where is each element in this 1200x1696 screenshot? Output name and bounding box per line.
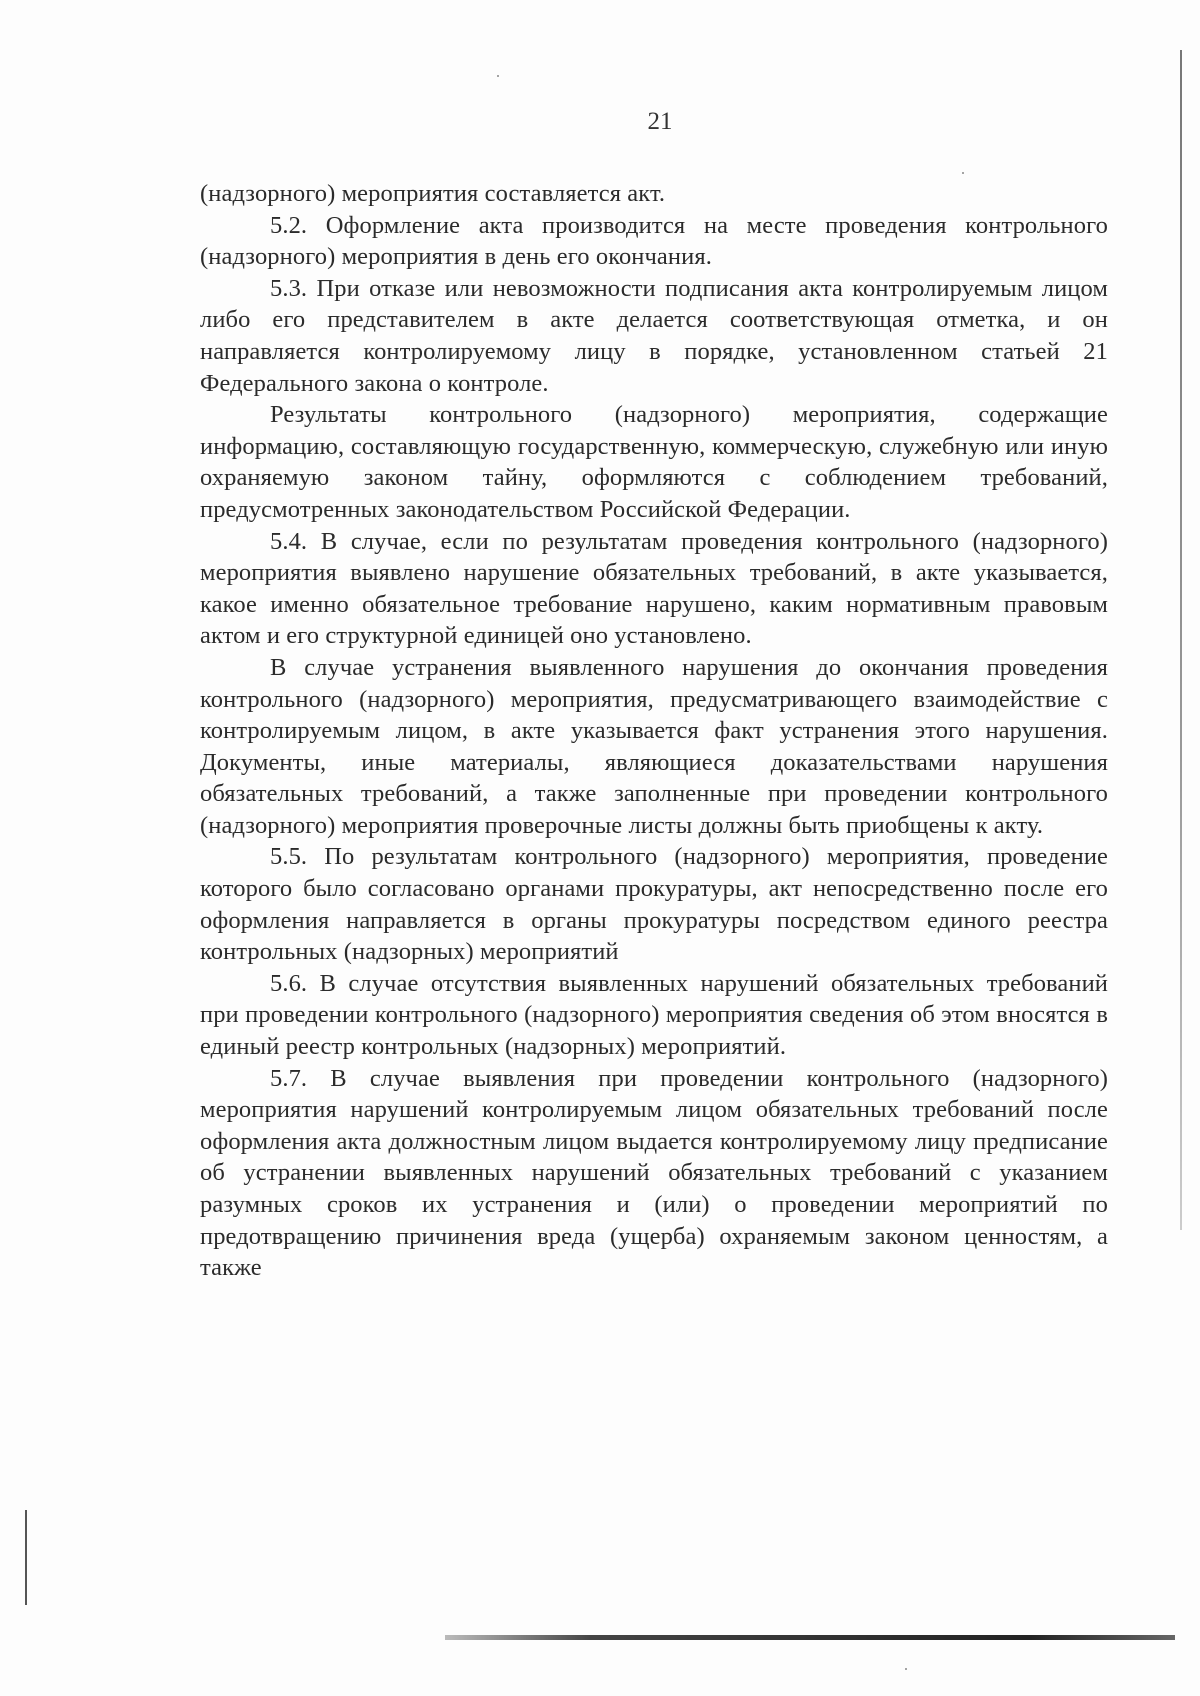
page-number: 21 [647,108,673,135]
paragraph-5-7: 5.7. В случае выявления при проведении контрольного (надзорного) мероприятия нарушений контролируемым лицом обязательных требований после оформления акта должностным лицом выдается контролируемому лицу предписание об устранении выявленных нарушений обязательных требований с указанием разумных сроков их устранения и (или) о проведении мероприятий по предотвращению причинения вреда (ущерба) охраняемым законом ценностям, а также [200,1064,1108,1282]
scan-speck [497,75,499,77]
document-body [200,178,1108,1284]
scan-edge-left [25,1510,27,1605]
scan-edge-right [1180,50,1182,1230]
scan-edge-bottom [445,1635,1175,1640]
paragraph-5-5: 5.5. По результатам контрольного (надзорного) мероприятия, проведение которого было согласовано органами прокуратуры, акт непосредственно после его оформления направляется в органы прокуратуры посредством единого реестра контрольных (надзорных) мероприятий [200,843,1108,966]
paragraph-5-2: 5.2. Оформление акта производится на месте проведения контрольного (надзорного) мероприятия в день его окончания. [200,211,1108,271]
paragraph-5-4: 5.4. В случае, если по результатам проведения контрольного (надзорного) мероприятия выявлено нарушение обязательных требований, в акте указывается, какое именно обязательное требование нарушено, каким нормативным правовым актом и его структурной единицей оно установлено. [200,527,1108,650]
paragraph-violation-elimination: В случае устранения выявленного нарушения до окончания проведения контрольного (надзорного) мероприятия, предусматривающего взаимодействие с контролируемым лицом, в акте указывается факт устранения этого нарушения. Документы, иные материалы, являющиеся доказательствами нарушения обязательных требований, а также заполненные при проведении контрольного (надзорного) мероприятия проверочные листы должны быть приобщены к акту. [200,653,1108,839]
paragraph-results-secrecy: Результаты контрольного (надзорного) мероприятия, содержащие информацию, составляющую государственную, коммерческую, служебную или иную охраняемую законом тайну, оформляются с соблюдением требований, предусмотренных законодательством Российской Федерации. [200,401,1108,523]
scan-speck [962,172,964,174]
paragraph-continuation: (надзорного) мероприятия составляется акт. [200,180,666,207]
paragraph-5-3: 5.3. При отказе или невозможности подписания акта контролируемым лицом либо его представителем в акте делается соответствующая отметка, и он направляется контролируемому лицу в порядке, установленном статьей 21 Федерального закона о контроле. [200,274,1108,397]
scan-speck [905,1668,907,1670]
paragraph-5-6: 5.6. В случае отсутствия выявленных нарушений обязательных требований при проведении контрольного (надзорного) мероприятия сведения об этом вносятся в единый реестр контрольных (надзорных) мероприятий. [200,969,1108,1061]
